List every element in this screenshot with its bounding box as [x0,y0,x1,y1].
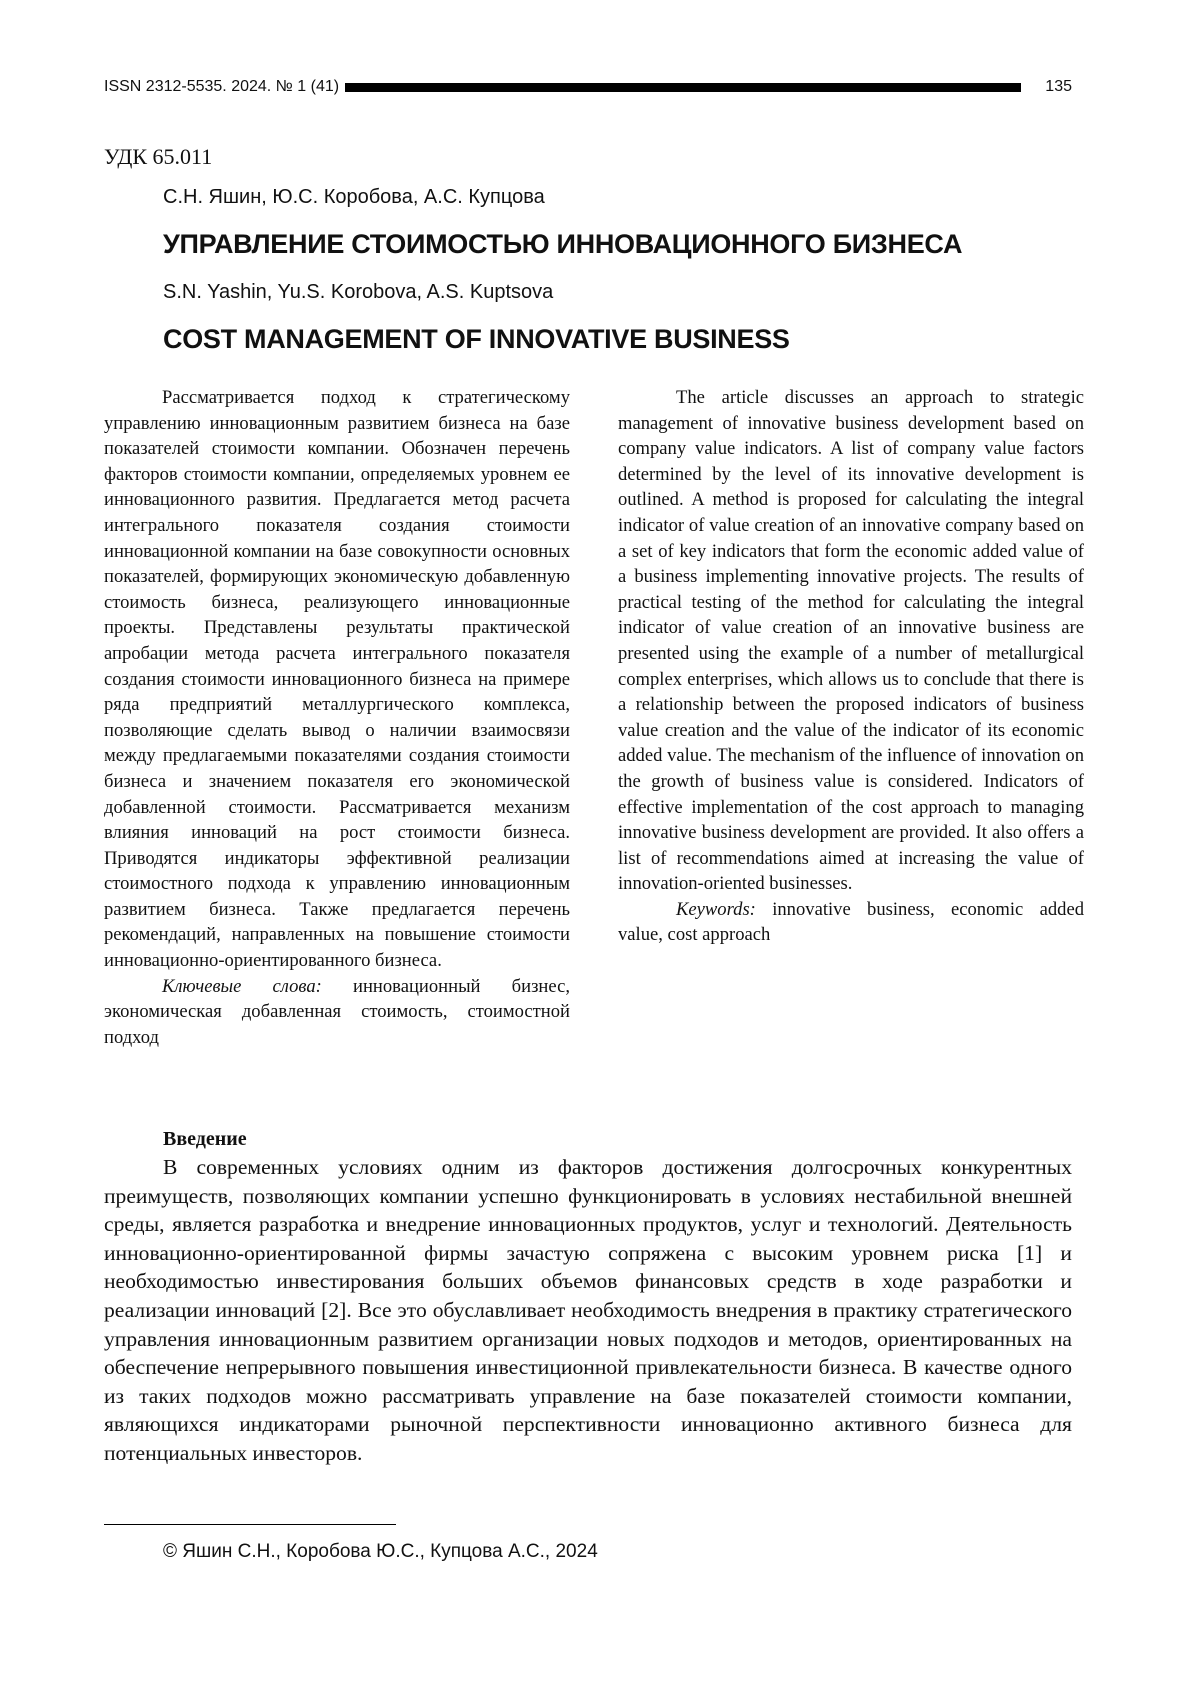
page-number: 135 [1045,78,1072,95]
section-heading: Введение [163,1128,247,1150]
header-rule [345,83,1021,92]
footnote-rule [104,1524,396,1525]
keywords-english-list: innovative business, economic added value, cost approach [618,898,1084,946]
keywords-english-label: Keywords: [676,898,756,920]
keywords-russian-label: Ключевые слова: [162,975,322,997]
copyright-footnote: © Яшин С.Н., Коробова Ю.С., Купцова А.С., 2024 [163,1541,598,1562]
authors-russian: С.Н. Яшин, Ю.С. Коробова, А.С. Купцова [163,186,545,208]
introduction-paragraph: В современных условиях одним из факторов достижения долгосрочных конкурентных преимуществ, позволяющих компании успешно функционировать в условиях нестабильной внешней среды, является разработка и внедрение инновационных продуктов, услуг и технологий. Деятельность инновационно-ориентированной фирмы зачастую сопряжена с высоким уровнем риска [1] и необходимостью инвестирования больших объемов финансовых средств в ходе разработки и реализации инноваций [2]. Все это обуславливает необходимость внедрения в практику стратегического управления инновационным развитием организации новых подходов и методов, ориентированных на обеспечение непрерывного повышения инвестиционной привлекательности бизнеса. В качестве одного из таких подходов можно рассматривать управление на базе показателей стоимости компании, являющихся индикаторами рыночной перспективности инновационно активного бизнеса для потенциальных инвесторов. [104,1155,1072,1465]
abstract-russian [104,385,570,1050]
title-russian: УПРАВЛЕНИЕ СТОИМОСТЬЮ ИННОВАЦИОННОГО БИЗНЕСА [163,229,963,259]
keywords-russian-list: инновационный бизнес, экономическая добавленная стоимость, стоимостной подход [104,975,571,1048]
authors-english: S.N. Yashin, Yu.S. Korobova, A.S. Kuptsova [163,281,554,303]
abstract-english-text: The article discusses an approach to strategic management of innovative business development based on company value indicators. A list of company value factors determined by the level of its innovative development is outlined. A method is proposed for calculating the integral indicator of value creation of an innovative company based on a set of key indicators that form the economic added value of a business implementing innovative projects. The results of practical testing of the method for calculating the integral indicator of value creation of an innovative business are presented using the example of a number of metallurgical complex enterprises, which allows us to conclude that there is a relationship between the proposed indicators of business value creation and the value of the indicator of its economic added value. The mechanism of the influence of innovation on the growth of business value is considered. Indicators of effective implementation of the cost approach to managing innovative business development are provided. It also offers a list of recommendations aimed at increasing the value of innovation-oriented businesses. [618,387,1084,895]
running-header [104,74,1072,100]
abstract-russian-text: Рассматривается подход к стратегическому управлению инновационным развитием бизнеса на базе показателей стоимости компании. Обозначен перечень факторов стоимости компании, определяемых уровнем ее инновационного развития. Предлагается метод расчета интегрального показателя создания стоимости инновационной компании на базе совокупности основных показателей, формирующих экономическую добавленную стоимость бизнеса, реализующего инновационные проекты. Представлены результаты практической апробации метода расчета интегрального показателя создания стоимости инновационного бизнеса на примере ряда предприятий металлургического комплекса, позволяющие сделать вывод о наличии взаимосвязи между предлагаемыми показателями создания стоимости бизнеса и значением показателя его экономической добавленной стоимости. Рассматривается механизм влияния инноваций на рост стоимости бизнеса. Приводятся индикаторы эффективной реализации стоимостного подхода к управлению инновационным развитием бизнеса. Также предлагается перечень рекомендаций, направленных на повышение стоимости инновационно-ориентированного бизнеса. [104,387,570,972]
title-english: COST MANAGEMENT OF INNOVATIVE BUSINESS [163,324,790,354]
journal-issn: ISSN 2312-5535. 2024. № 1 (41) [104,78,340,95]
keywords-russian [104,974,570,1051]
keywords-english [618,897,1084,948]
udk-code: УДК 65.011 [104,144,213,169]
abstract-english [618,385,1084,948]
introduction-section [104,1128,1072,1468]
